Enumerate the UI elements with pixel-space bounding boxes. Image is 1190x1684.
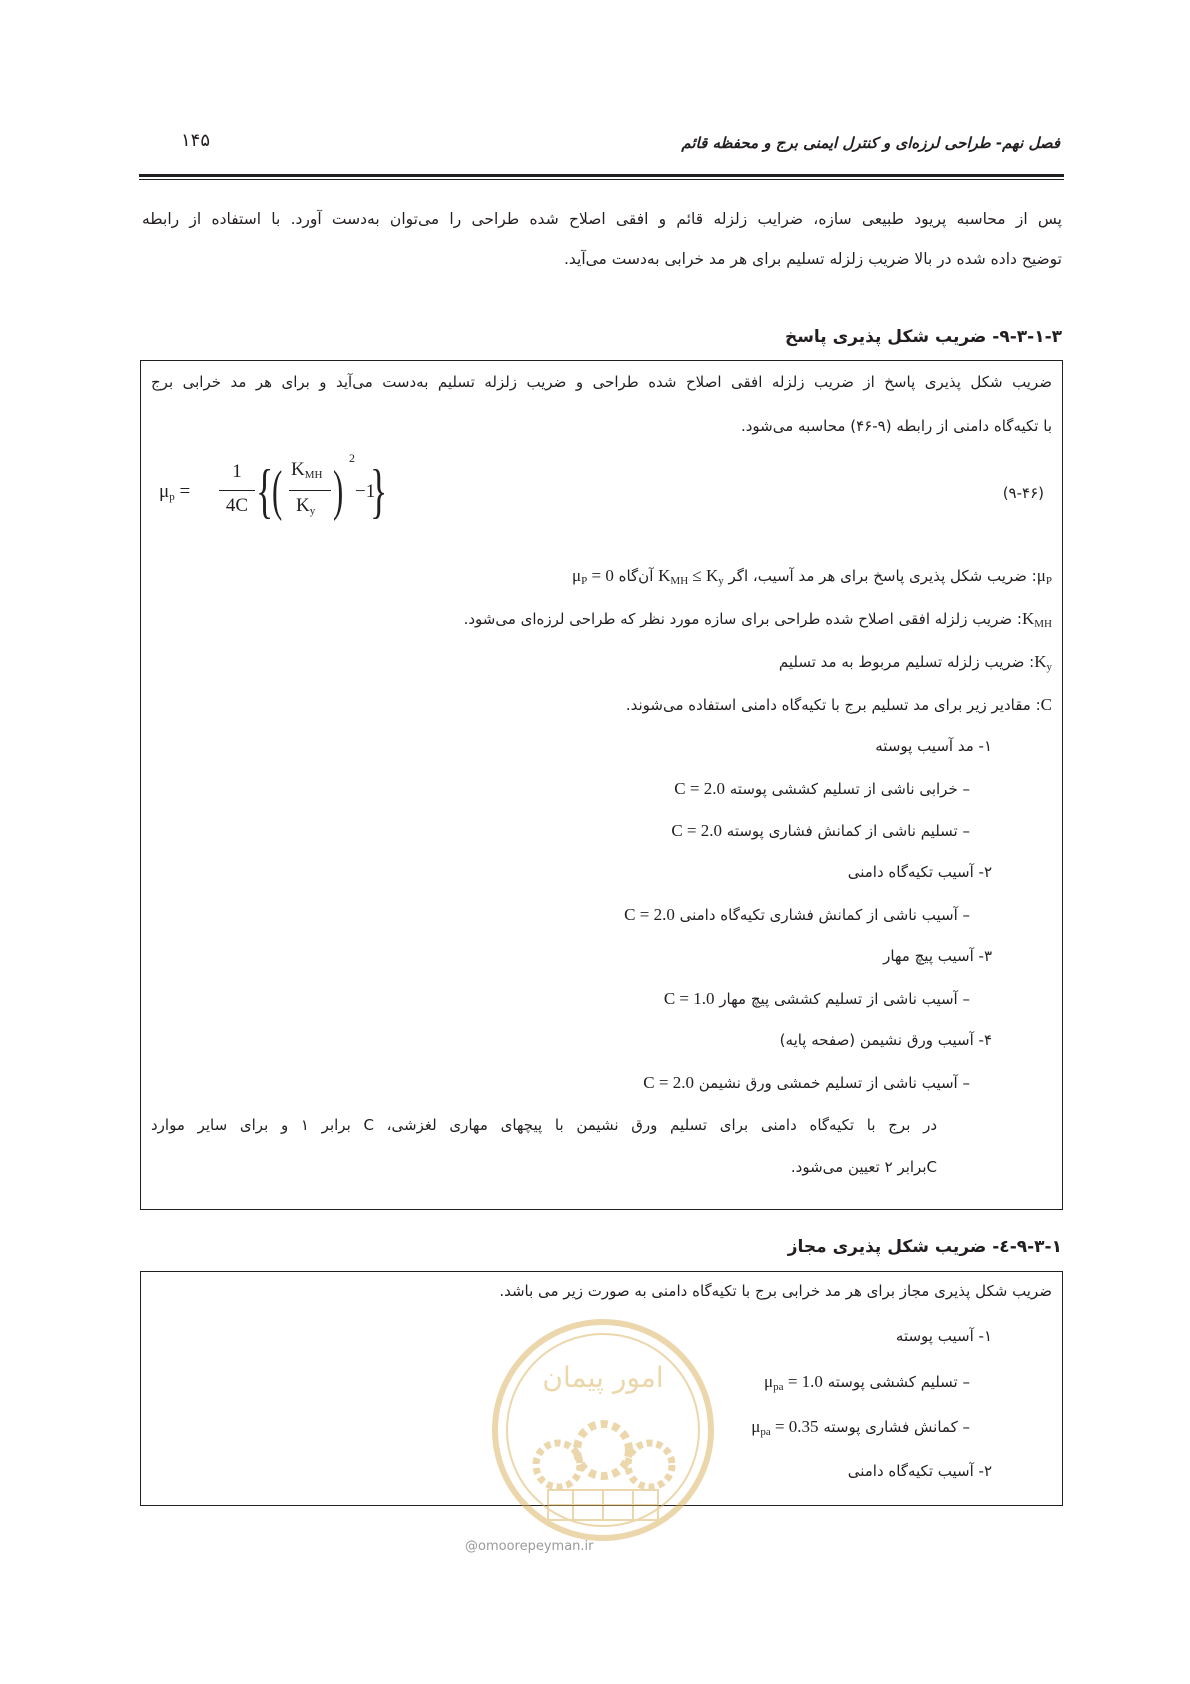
mode-subitem [643, 1073, 970, 1093]
mode-item: ۴- آسیب ورق نشیمن (صفحه پایه) [779, 1031, 992, 1049]
def-kmh-symbol: K [1021, 609, 1035, 628]
page-number: ۱۴۵ [181, 130, 211, 151]
allowable-mu-sub: pa [773, 1381, 784, 1393]
closing-line-1: در برج با تکیه‌گاه دامنی برای تسلیم ورق نشیمن با پیچهای مهاری لغزشی، C برابر ۱ و برای سایر موارد [151, 1116, 938, 1134]
allowable-subitem [751, 1417, 970, 1438]
def-ky-sub: y [1046, 661, 1052, 673]
ductility-formula: $\mu_p$ = 1 4C { ( $K_{MH}$ $K_y$ ) 2 −1 } [155, 453, 385, 543]
formula-left-paren: ( [272, 460, 283, 522]
formula-numerator: 1 [232, 461, 242, 482]
formula-inner-fraction-bar [289, 490, 331, 491]
closing-line-2: Cبرابر ۲ تعیین می‌شود. [790, 1158, 937, 1176]
formula-kmh-sub: MH [304, 469, 323, 481]
formula-mu-sub: p [169, 491, 175, 503]
mode-subitem-label: – خرابی ناشی از تسلیم کششی پوسته [729, 780, 970, 798]
formula-right-brace: } [370, 458, 388, 524]
intro-paragraph [142, 199, 1062, 279]
allowable-item: ۲- آسیب تکیه‌گاه دامنی [847, 1462, 992, 1480]
chapter-title: فصل نهم- طراحی لرزه‌ای و کنترل ایمنی برج و محفظه قائم [681, 134, 1060, 152]
mode-subitem-value: C = 2.0 [643, 1073, 694, 1092]
mode-subitem [624, 905, 970, 925]
mode-item: ۳- آسیب پیچ مهار [883, 947, 992, 965]
formula-ky: K [296, 495, 310, 516]
allowable-mu: μ [751, 1417, 761, 1436]
def-mu-then: آن‌گاه [613, 567, 659, 585]
mode-subitem-label: – آسیب ناشی از کمانش فشاری تکیه‌گاه دامنی [679, 906, 970, 924]
def-mu-cond-sub1: MH [670, 575, 689, 587]
formula-mu: μ [159, 481, 170, 502]
def-c-symbol: C [1040, 695, 1052, 714]
def-mu-symbol: μ [1036, 566, 1046, 585]
seal-text: امور پیمان [542, 1361, 664, 1394]
watermark-url: @omoorepeyman.ir [465, 1539, 594, 1554]
def-mu-cond-sub2: y [718, 575, 724, 587]
formula-exponent: 2 [349, 451, 355, 465]
mode-subitem-label: – تسلیم ناشی از کمانش فشاری پوسته [726, 822, 970, 840]
formula-denominator: 4C [225, 495, 249, 516]
def-mu-zero-val: = 0 [587, 566, 614, 585]
formula-ky-sub: y [309, 505, 316, 517]
formula-right-paren: ) [333, 460, 344, 522]
header-rule-thin [139, 179, 1064, 180]
allowable-mu-sub: pa [760, 1426, 771, 1438]
section-heading-allowable-ductility: ۹-۳-۱-٤- ضریب شکل پذیری مجاز [787, 1237, 1062, 1257]
mode-subitem [674, 779, 970, 799]
mode-subitem-value: C = 2.0 [671, 821, 722, 840]
header-rule-thick [139, 174, 1064, 177]
def-ky-symbol: K [1034, 652, 1047, 671]
definition-k-y [779, 652, 1052, 673]
mode-subitem-label: – آسیب ناشی از تسلیم کششی پیچ مهار [719, 990, 970, 1008]
def-mu-zero-sub: P [581, 575, 588, 587]
def-mu-cond-k: K [658, 566, 671, 585]
box1-line-1: ضریب شکل پذیری پاسخ از ضریب زلزله افقی اصلاح شده طراحی و ضریب زلزله تسلیم به‌دست می‌آید و برای هر مد خرابی برج [151, 373, 1052, 391]
formula-left-brace: { [256, 458, 274, 524]
mode-subitem [664, 989, 970, 1009]
def-mu-text: : ضریب شکل پذیری پاسخ برای هر مد آسیب، اگر [723, 567, 1037, 585]
def-kmh-sub: MH [1034, 618, 1052, 630]
mode-subitem-label: – آسیب ناشی از تسلیم خمشی ورق نشیمن [698, 1074, 970, 1092]
def-mu-cond-le: ≤ K [688, 566, 719, 585]
equation-number: (۹-۴۶) [1002, 484, 1044, 502]
def-mu-zero: μ [572, 566, 582, 585]
definition-box-response-ductility [140, 360, 1063, 1210]
allowable-subitem-label: – تسلیم کششی پوسته [827, 1373, 970, 1391]
mode-subitem-value: C = 1.0 [663, 989, 715, 1008]
allowable-item: ۱- آسیب پوسته [895, 1327, 992, 1345]
def-kmh-text: : ضریب زلزله افقی اصلاح شده طراحی برای سازه مورد نظر که طراحی لرزه‌ای می‌شود. [463, 610, 1022, 628]
section-heading-response-ductility: ۹-۳-۱-۳- ضریب شکل پذیری پاسخ [784, 327, 1062, 347]
def-c-text: : مقادیر زیر برای مد تسلیم برج با تکیه‌گاه دامنی استفاده می‌شوند. [625, 696, 1041, 714]
def-ky-text: : ضریب زلزله تسلیم مربوط به مد تسلیم [778, 653, 1035, 671]
mode-item: ۲- آسیب تکیه‌گاه دامنی [847, 863, 992, 881]
definition-c [626, 695, 1052, 715]
mode-item: ۱- مد آسیب پوسته [875, 737, 992, 755]
def-mu-sub: P [1045, 575, 1052, 587]
intro-line-2: توضیح داده شده در بالا ضریب زلزله تسلیم برای هر مد خرابی به‌دست می‌آید. [563, 250, 1062, 268]
box2-intro: ضریب شکل پذیری مجاز برای هر مد خرابی برج با تکیه‌گاه دامنی به صورت زیر می باشد. [499, 1282, 1052, 1300]
allowable-subitem-label: – کمانش فشاری پوسته [823, 1418, 970, 1436]
watermark-seal-logo [488, 1315, 718, 1545]
formula-fraction-bar [219, 490, 255, 491]
mode-subitem [671, 821, 970, 841]
formula-kmh: K [291, 459, 305, 480]
mode-subitem-value: C = 2.0 [624, 905, 675, 924]
allowable-mu: μ [764, 1372, 774, 1391]
allowable-mu-val: = 1.0 [783, 1372, 823, 1391]
allowable-mu-val: = 0.35 [770, 1417, 819, 1436]
mode-subitem-value: C = 2.0 [674, 779, 725, 798]
intro-line-1: پس از محاسبه پریود طبیعی سازه، ضرایب زلزله قائم و افقی اصلاح شده طراحی را می‌توان به‌دست آورد. با استفاده از رابطه [142, 210, 1062, 228]
allowable-subitem [764, 1372, 970, 1393]
box1-line-2: با تکیه‌گاه دامنی از رابطه (۹-۴۶) محاسبه می‌شود. [740, 417, 1052, 435]
definition-mu-p [572, 566, 1052, 587]
definition-k-mh [464, 609, 1052, 630]
formula-minus-one: −1 [355, 481, 376, 502]
